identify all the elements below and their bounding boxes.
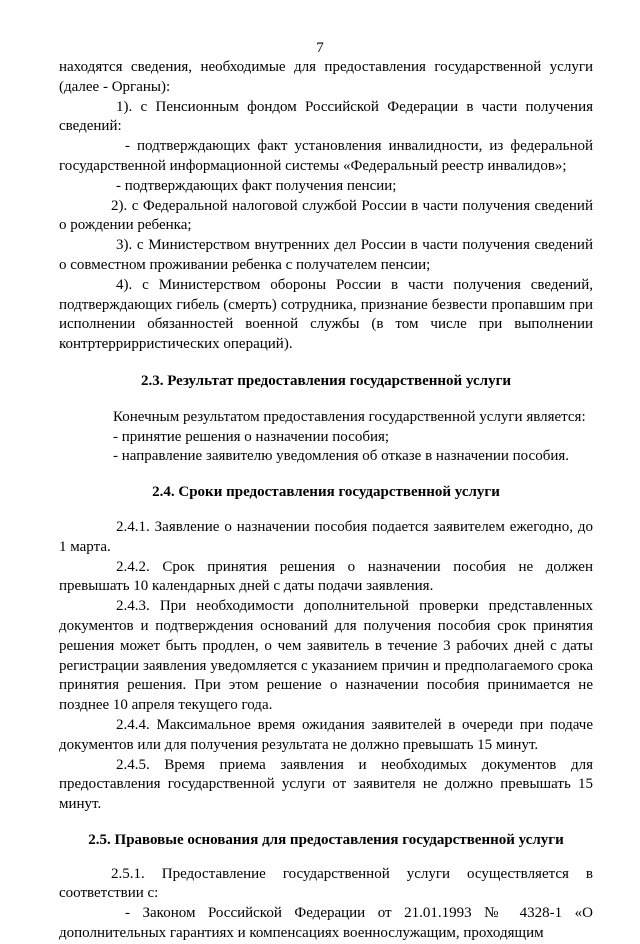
paragraph: 3). с Министерством внутренних дел России в части получения сведений о совместном проживании ребенка с получателем пенсии; [59,237,593,273]
paragraph: 2.4.5. Время приема заявления и необходимых документов для предоставления государственной услуги от заявителя не должно превышать 15 минут. [59,756,593,813]
paragraph: 2.4.2. Срок принятия решения о назначении пособия не должен превышать 10 календарных дней с даты подачи заявления. [59,558,593,595]
document-body [59,58,593,944]
paragraph: 2.4.1. Заявление о назначении пособия подается заявителем ежегодно, до 1 марта. [59,518,593,555]
paragraph: 4). с Министерством обороны России в части получения сведений, подтверждающих гибель (смерть) сотрудника, признание безвести пропавшим при исполнении обязанностей военной службы (в том числе при выполнении контртеррирристических операций). [59,276,593,353]
paragraph: находятся сведения, необходимые для предоставления государственной услуги (далее - Органы): [59,59,593,95]
paragraph: 2.4.3. При необходимости дополнительной проверки представленных документов и подтверждения оснований для получения пособия срок принятия решения может быть продлен, о чем заявитель в течение 3 рабочих дней с даты регистрации заявления уведомляется с указанием причин и предполагаемого срока принятия решения. При этом решение о назначении пособия принимается не позднее 10 апреля текущего года. [59,598,593,714]
paragraph: 2). с Федеральной налоговой службой России в части получения сведений о рождении ребенка; [59,197,593,234]
paragraph: - подтверждающих факт получения пенсии; [116,177,397,194]
page-number: 7 [316,40,324,56]
paragraph: - Законом Российской Федерации от 21.01.1993 № 4328-1 «О дополнительных гарантиях и компенсациях военнослужащим, проходящим [59,905,593,942]
paragraph: 2.5.1. Предоставление государственной услуги осуществляется в соответствии с: [59,865,593,902]
paragraph: - подтверждающих факт установления инвалидности, из федеральной государственной информационной системы «Федеральный реестр инвалидов»; [59,138,593,174]
paragraph: 2.4.4. Максимальное время ожидания заявителей в очереди при подаче документов или для получения результата не должно превышать 15 минут. [59,716,593,753]
paragraph: Конечным результатом предоставления государственной услуги является: [113,408,586,425]
section-heading: 2.5. Правовые основания для предоставления государственной услуги [88,831,564,848]
list-item: - направление заявителю уведомления об отказе в назначении пособия. [113,448,570,465]
section-heading: 2.3. Результат предоставления государственной услуги [140,372,512,389]
paragraph: 1). с Пенсионным фондом Российской Федерации в части получения сведений: [59,98,593,135]
section-heading: 2.4. Сроки предоставления государственной услуги [152,484,500,501]
list-item: - принятие решения о назначении пособия; [113,428,390,445]
